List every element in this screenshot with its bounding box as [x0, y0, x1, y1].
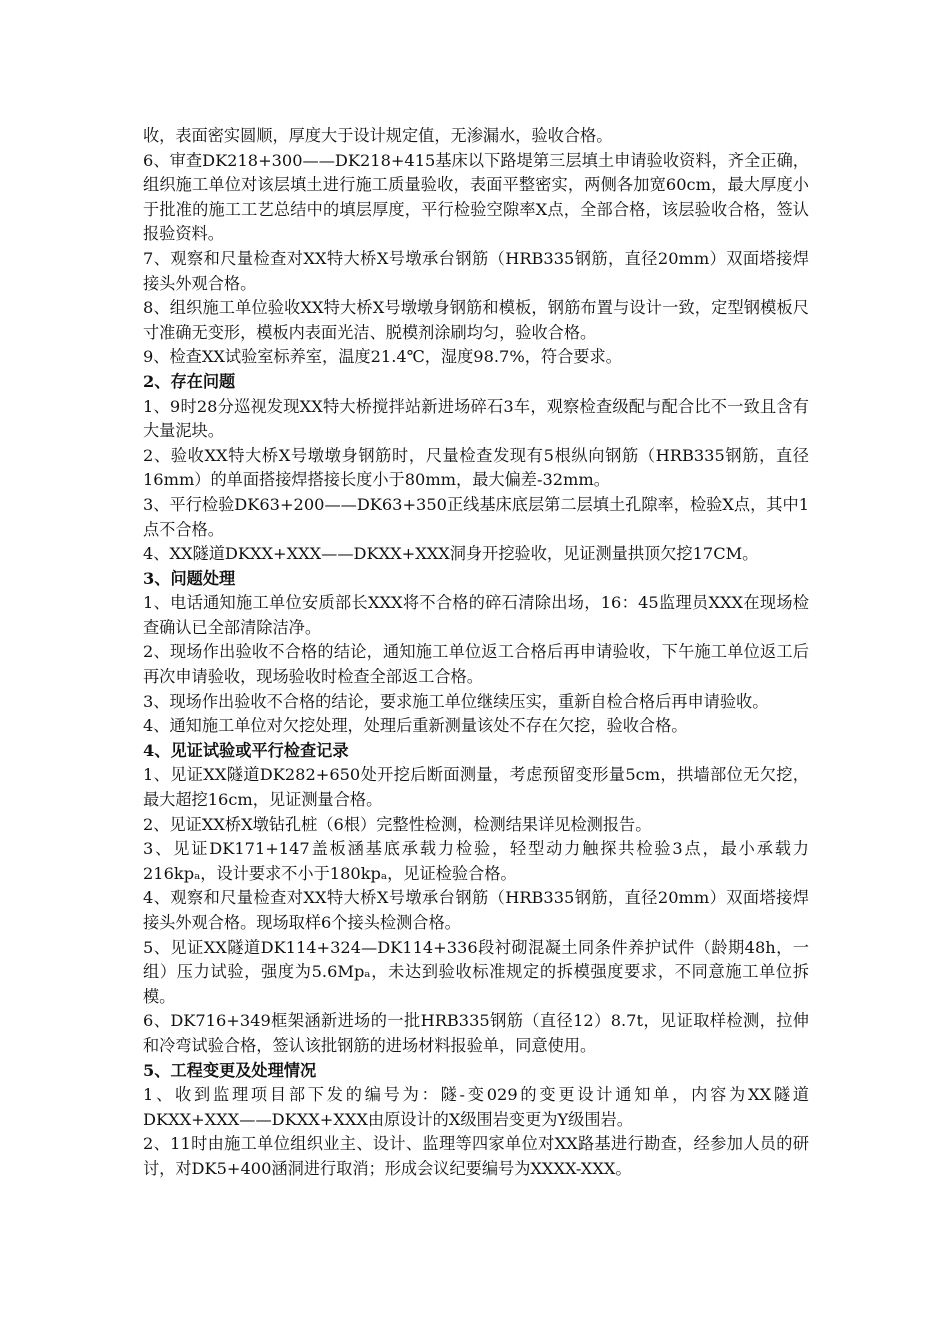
paragraph: 3、现场作出验收不合格的结论，要求施工单位继续压实，重新自检合格后再申请验收。 — [143, 691, 769, 711]
section-heading: 4、见证试验或平行检查记录 — [143, 740, 349, 760]
paragraph: 6、DK716+349框架涵新进场的一批HRB335钢筋（直径12）8.7t，见证取样检测，拉伸和冷弯试验合格，签认该批钢筋的进场材料报验单，同意使用。 — [143, 1011, 809, 1055]
paragraph: 收，表面密实圆顺，厚度大于设计规定值，无渗漏水，验收合格。 — [143, 126, 613, 145]
paragraph: 1、收到监理项目部下发的编号为：隧-变029的变更设计通知单，内容为XX隧道DKXX+XXX——DKXX+XXX由原设计的X级围岩变更为Y级围岩。 — [143, 1085, 809, 1129]
paragraph: 5、见证XX隧道DK114+324—DK114+336段衬砌混凝土同条件养护试件（龄期48h，一组）压力试验，强度为5.6Mpₐ，未达到验收标准规定的拆模强度要求，不同意施工单位拆模。 — [143, 937, 809, 1006]
paragraph: 3、平行检验DK63+200——DK63+350正线基床底层第二层填土孔隙率，检验X点，其中1点不合格。 — [143, 494, 809, 539]
paragraph: 1、电话通知施工单位安质部长XXX将不合格的碎石清除出场，16：45监理员XXX在现场检查确认已全部清除洁净。 — [143, 593, 809, 637]
section-heading: 5、工程变更及处理情况 — [143, 1060, 317, 1080]
paragraph: 2、现场作出验收不合格的结论，通知施工单位返工合格后再申请验收，下午施工单位返工后再次申请验收，现场验收时检查全部返工合格。 — [143, 642, 809, 687]
paragraph: 6、审查DK218+300——DK218+415基床以下路堤第三层填土申请验收资料，齐全正确，组织施工单位对该层填土进行施工质量验收，表面平整密实，两侧各加宽60cm，最大厚度小于批准的施工工艺总结中的填层厚度，平行检验空隙率X点，全部合格，该层验收合格，签认报验资料。 — [143, 150, 809, 244]
paragraph: 2、验收XX特大桥X号墩墩身钢筋时，尺量检查发现有5根纵向钢筋（HRB335钢筋，直径16mm）的单面搭接焊搭接长度小于80mm，最大偏差-32mm。 — [143, 445, 809, 490]
paragraph: 1、9时28分巡视发现XX特大桥搅拌站新进场碎石3车，观察检查级配与配合比不一致且含有大量泥块。 — [143, 396, 809, 441]
section-heading: 3、问题处理 — [143, 568, 236, 588]
paragraph: 4、观察和尺量检查对XX特大桥X号墩承台钢筋（HRB335钢筋，直径20mm）双面塔接焊接头外观合格。现场取样6个接头检测合格。 — [143, 888, 809, 932]
paragraph: 8、组织施工单位验收XX特大桥X号墩墩身钢筋和模板，钢筋布置与设计一致，定型钢模板尺寸准确无变形，模板内表面光洁、脱模剂涂刷均匀，验收合格。 — [143, 298, 809, 342]
paragraph: 7、观察和尺量检查对XX特大桥X号墩承台钢筋（HRB335钢筋，直径20mm）双面塔接焊接头外观合格。 — [143, 248, 809, 293]
paragraph: 9、检查XX试验室标养室，温度21.4℃，湿度98.7%，符合要求。 — [143, 347, 622, 367]
paragraph: 3、见证DK171+147盖板涵基底承载力检验，轻型动力触探共检验3点，最小承载力216kpₐ，设计要求不小于180kpₐ，见证检验合格。 — [143, 839, 809, 883]
paragraph: 2、见证XX桥X墩钻孔桩（6根）完整性检测，检测结果详见检测报告。 — [143, 814, 652, 834]
paragraph: 4、XX隧道DKXX+XXX——DKXX+XXX洞身开挖验收，见证测量拱顶欠挖17CM。 — [143, 544, 759, 564]
paragraph: 2、11时由施工单位组织业主、设计、监理等四家单位对XX路基进行勘查，经参加人员的研讨，对DK5+400涵洞进行取消；形成会议纪要编号为XXXX-XXX。 — [143, 1134, 809, 1178]
section-heading: 2、存在问题 — [143, 371, 236, 391]
document-page — [143, 124, 809, 1182]
paragraph: 1、见证XX隧道DK282+650处开挖后断面测量，考虑预留变形量5cm，拱墙部位无欠挖，最大超挖16cm，见证测量合格。 — [143, 765, 809, 810]
paragraph: 4、通知施工单位对欠挖处理，处理后重新测量该处不存在欠挖，验收合格。 — [143, 716, 688, 736]
